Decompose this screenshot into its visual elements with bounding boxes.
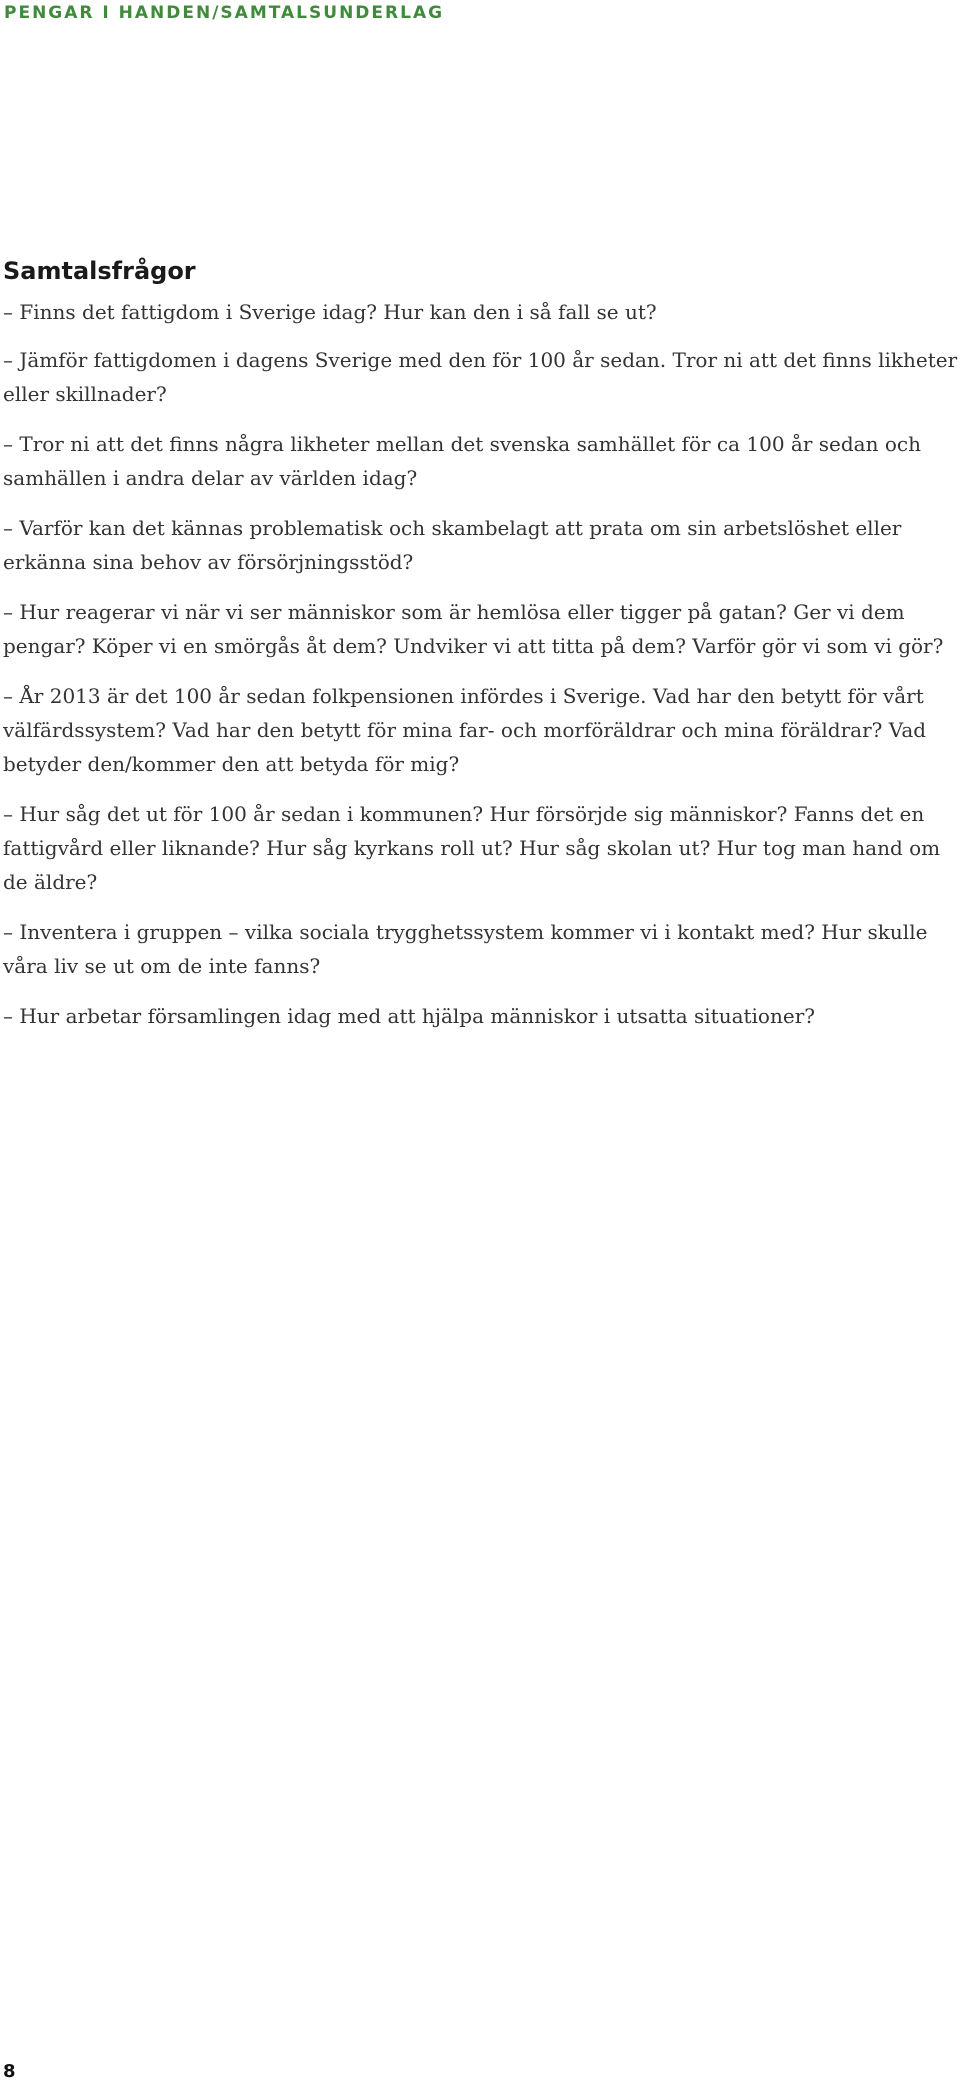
running-header: PENGAR I HANDEN/SAMTALSUNDERLAG: [4, 3, 445, 23]
question-list: [3, 295, 958, 1033]
discussion-section: [3, 255, 958, 1049]
question-item: – Varför kan det kännas problematisk och skambelagt att prata om sin arbetslöshet eller erkänna sina behov av försörjningsstöd?: [3, 516, 902, 574]
question-item: – År 2013 är det 100 år sedan folkpensionen infördes i Sverige. Vad har den betytt för vårt välfärdssystem? Vad har den betytt för mina far- och morföräldrar och mina föräldrar? Vad betyder den/kommer den att betyda för mig?: [3, 684, 927, 776]
question-item: – Jämför fattigdomen i dagens Sverige med den för 100 år sedan. Tror ni att det finns likheter eller skillnader?: [3, 348, 958, 406]
question-item: – Hur arbetar församlingen idag med att hjälpa människor i utsatta situationer?: [3, 1004, 815, 1028]
question-item: – Hur såg det ut för 100 år sedan i kommunen? Hur försörjde sig människor? Fanns det en fattigvård eller liknande? Hur såg kyrkans roll ut? Hur såg skolan ut? Hur tog man hand om de äldre?: [3, 802, 941, 894]
section-heading: Samtalsfrågor: [3, 257, 196, 285]
question-item: – Hur reagerar vi när vi ser människor som är hemlösa eller tigger på gatan? Ger vi dem pengar? Köper vi en smörgås åt dem? Undviker vi att titta på dem? Varför gör vi som vi gör?: [3, 600, 944, 658]
page-number: 8: [3, 2061, 16, 2082]
question-item: – Finns det fattigdom i Sverige idag? Hur kan den i så fall se ut?: [3, 300, 657, 324]
question-item: – Inventera i gruppen – vilka sociala trygghetssystem kommer vi i kontakt med? Hur skulle våra liv se ut om de inte fanns?: [3, 920, 928, 978]
question-item: – Tror ni att det finns några likheter mellan det svenska samhället för ca 100 år sedan och samhällen i andra delar av världen idag?: [3, 432, 921, 490]
